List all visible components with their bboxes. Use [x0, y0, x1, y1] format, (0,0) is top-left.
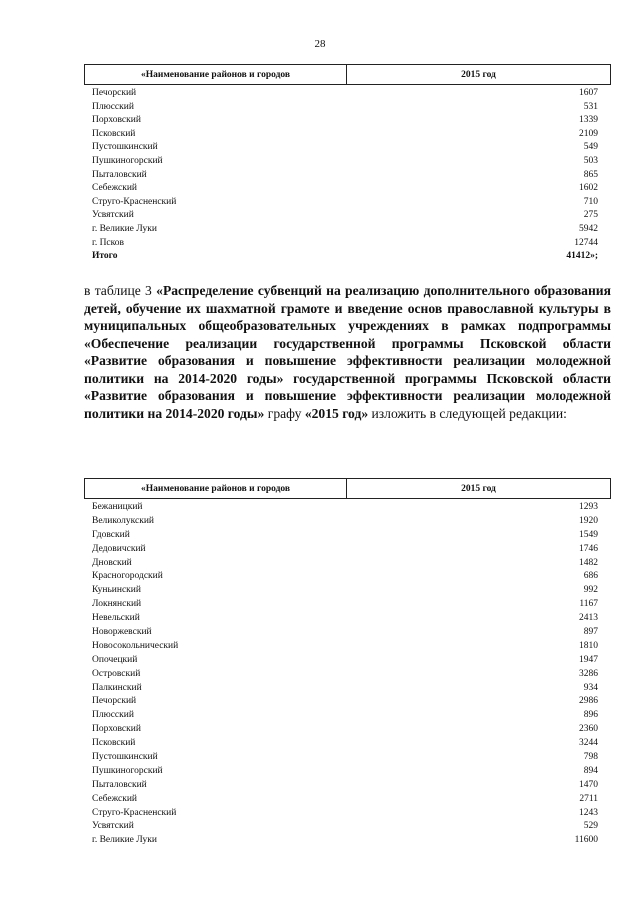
- district-name: Пушкиногорский: [92, 155, 163, 166]
- table-row: [84, 751, 611, 765]
- district-name: Порховский: [92, 724, 141, 735]
- table-row: [84, 765, 611, 779]
- table-row: [84, 723, 611, 737]
- district-name: Куньинский: [92, 585, 141, 596]
- table-row: [84, 668, 611, 682]
- district-name: Новосокольнический: [92, 640, 179, 651]
- district-value: 12744: [574, 237, 598, 248]
- header-name-column: «Наименование районов и городов: [85, 65, 347, 84]
- table-row: [84, 737, 611, 751]
- table-row: [84, 779, 611, 793]
- table-row: [84, 695, 611, 709]
- table-body: [84, 499, 611, 848]
- paragraph-column-name: «2015 год»: [304, 405, 369, 421]
- district-name: г. Великие Луки: [92, 835, 157, 846]
- district-value: 503: [583, 155, 598, 166]
- district-value: 549: [583, 142, 598, 153]
- district-name: Пыталовский: [92, 169, 147, 180]
- table-row: [84, 820, 611, 834]
- table-row: [84, 141, 611, 155]
- district-name: Гдовский: [92, 529, 130, 540]
- district-name: Дедовичский: [92, 543, 146, 554]
- table-row: [84, 182, 611, 196]
- district-value: 1167: [579, 599, 598, 610]
- district-name: Красногородский: [92, 571, 163, 582]
- paragraph-ending: изложить в следующей редакции:: [368, 405, 567, 421]
- table-row: [84, 570, 611, 584]
- district-value: 1920: [579, 515, 598, 526]
- district-name: Новоржевский: [92, 627, 152, 638]
- table-row: [84, 501, 611, 515]
- district-value: 1810: [579, 640, 598, 651]
- total-row: [84, 250, 611, 264]
- table-row: [84, 557, 611, 571]
- district-value: 686: [583, 571, 598, 582]
- district-name: Струго-Красненский: [92, 807, 177, 818]
- district-name: Пушкиногорский: [92, 765, 163, 776]
- paragraph-intro: в таблице 3: [84, 283, 157, 298]
- district-name: Дновский: [92, 557, 132, 568]
- district-table-2: [84, 478, 611, 848]
- table-row: [84, 584, 611, 598]
- table-row: [84, 682, 611, 696]
- table-row: [84, 529, 611, 543]
- district-value: 934: [583, 682, 598, 693]
- district-value: 1339: [579, 115, 598, 126]
- district-name: Псковский: [92, 128, 136, 139]
- district-name: Псковский: [92, 738, 136, 749]
- table-row: [84, 87, 611, 101]
- table-row: [84, 515, 611, 529]
- header-year-column: 2015 год: [461, 483, 496, 494]
- district-value: 1243: [579, 807, 598, 818]
- table-row: [84, 612, 611, 626]
- district-name: Пустошкинский: [92, 142, 158, 153]
- table-row: [84, 128, 611, 142]
- table-row: [84, 793, 611, 807]
- district-value: 275: [583, 210, 598, 221]
- table-row: [84, 640, 611, 654]
- district-value: 1293: [579, 502, 598, 512]
- district-value: 1947: [579, 654, 598, 665]
- district-value: 865: [583, 169, 598, 180]
- district-name: Бежаницкий: [92, 502, 143, 512]
- amendment-paragraph: [84, 282, 611, 422]
- district-name: Усвятский: [92, 821, 134, 832]
- district-name: Великолукский: [92, 515, 155, 526]
- table-row: [84, 237, 611, 251]
- table-body: [84, 85, 611, 264]
- district-name: Порховский: [92, 115, 141, 126]
- district-value: 1602: [579, 183, 598, 194]
- district-name: Плюсский: [92, 710, 134, 721]
- district-value: 894: [583, 765, 598, 776]
- table-row: [84, 807, 611, 821]
- table-row: [84, 834, 611, 848]
- district-value: 5942: [579, 223, 598, 234]
- district-name: Себежский: [92, 793, 137, 804]
- district-table-1: [84, 64, 611, 264]
- district-value: 2360: [579, 724, 598, 735]
- table-row: [84, 543, 611, 557]
- district-name: г. Псков: [92, 237, 125, 248]
- district-name: Себежский: [92, 183, 137, 194]
- district-name: Пыталовский: [92, 779, 147, 790]
- district-name: Печорский: [92, 88, 137, 98]
- total-label: Итого: [92, 251, 118, 262]
- district-name: Струго-Красненский: [92, 196, 177, 207]
- district-name: Плюсский: [92, 101, 134, 112]
- table-row: [84, 654, 611, 668]
- district-name: Усвятский: [92, 210, 134, 221]
- district-value: 1482: [579, 557, 598, 568]
- district-value: 2711: [579, 793, 598, 804]
- table-row: [84, 223, 611, 237]
- table-header: [84, 64, 611, 85]
- district-name: г. Великие Луки: [92, 223, 157, 234]
- district-name: Печорский: [92, 696, 137, 707]
- district-value: 2986: [579, 696, 598, 707]
- district-value: 11600: [574, 835, 598, 846]
- district-value: 710: [583, 196, 598, 207]
- district-value: 897: [583, 627, 598, 638]
- district-value: 992: [583, 585, 598, 596]
- district-name: Невельский: [92, 613, 140, 624]
- district-value: 1549: [579, 529, 598, 540]
- district-name: Палкинский: [92, 682, 142, 693]
- district-value: 896: [583, 710, 598, 721]
- district-value: 1746: [579, 543, 598, 554]
- table-row: [84, 196, 611, 210]
- table-row: [84, 209, 611, 223]
- table-row: [84, 709, 611, 723]
- district-value: 798: [583, 752, 598, 763]
- district-name: Пустошкинский: [92, 752, 158, 763]
- district-value: 2109: [579, 128, 598, 139]
- district-name: Локнянский: [92, 599, 142, 610]
- district-value: 529: [583, 821, 598, 832]
- table-row: [84, 626, 611, 640]
- district-value: 3286: [579, 668, 598, 679]
- table-row: [84, 155, 611, 169]
- table-header: [84, 478, 611, 499]
- page-number: 28: [314, 38, 326, 50]
- district-value: 1607: [579, 88, 598, 98]
- table-row: [84, 598, 611, 612]
- district-value: 2413: [579, 613, 598, 624]
- table-row: [84, 169, 611, 183]
- header-year-column: 2015 год: [461, 69, 496, 80]
- district-name: Островский: [92, 668, 141, 679]
- paragraph-table-title: «Распределение субвенций на реализацию дополнительного образования детей, обучение их шахматной грамоте и введение основ православной культуры в муниципальных общеобразовательных учреждениях в рамках подпрограммы «Обеспечение реализации государственной программы Псковской области «Развитие образования и повышение эффективности реализации молодежной политики на 2014-2020 годы» государственной программы Псковской области «Развитие образования и повышение эффективности реализации молодежной политики на 2014-2020 годы»: [84, 283, 611, 421]
- district-name: Опочецкий: [92, 654, 138, 665]
- paragraph-connector: графу: [264, 405, 305, 421]
- table-row: [84, 114, 611, 128]
- header-name-column: «Наименование районов и городов: [85, 479, 347, 498]
- total-value: 41412»;: [566, 251, 598, 262]
- table-row: [84, 101, 611, 115]
- district-value: 3244: [579, 738, 598, 749]
- district-value: 531: [583, 101, 598, 112]
- district-value: 1470: [579, 779, 598, 790]
